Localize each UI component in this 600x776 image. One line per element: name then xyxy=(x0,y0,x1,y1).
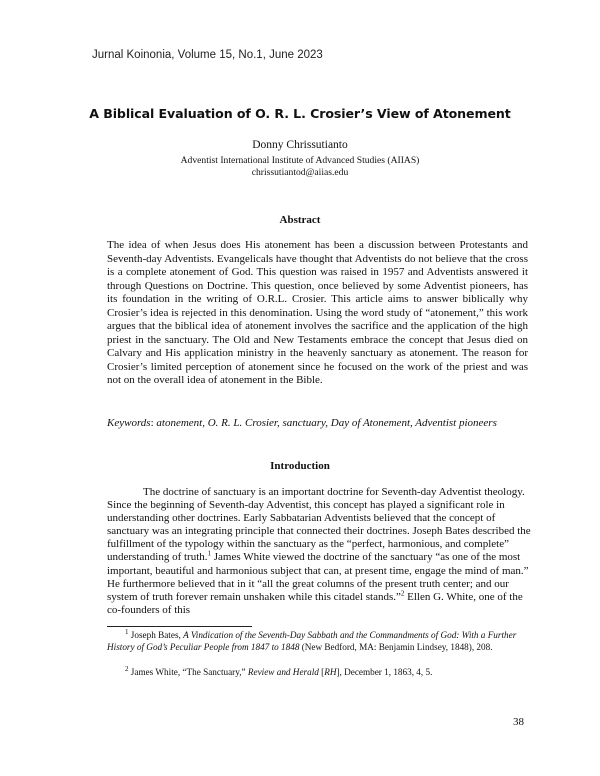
footnote-2-author: James White, “The Sanctuary,” xyxy=(128,667,248,677)
footnote-ref-2: 2 xyxy=(400,589,405,598)
footnote-2-bracket: [ xyxy=(318,667,325,677)
introduction-paragraph xyxy=(107,486,532,617)
keywords-label: Keywords xyxy=(107,417,151,429)
footnote-1-publisher: (New Bedford, MA: Benjamin Lindsey, 1848), 208. xyxy=(299,641,493,652)
footnote-2 xyxy=(107,664,532,679)
keywords-line: Keywords: atonement, O. R. L. Crosier, sanctuary, Day of Atonement, Adventist pioneers xyxy=(107,417,497,429)
author-email: chrissutiantod@aiias.edu xyxy=(251,167,349,178)
footnote-1 xyxy=(107,627,532,653)
footnote-1-author: Joseph Bates, xyxy=(128,630,184,640)
abstract-heading: Abstract xyxy=(279,214,321,226)
keywords-value: atonement, O. R. L. Crosier, sanctuary, Day of Atonement, Adventist pioneers xyxy=(156,417,497,429)
intro-text-1: The doctrine of sanctuary is an important doctrine for Seventh-day Adventist theology. Since the beginning of Seventh-day Adventist, this concept has played a significant role in understanding other doctrines. Early Sabbatarian Adventists believed that the concept of sanctuary was an integrating principle that connected their doctrines. Joseph Bates described the fulfillment of the typology within the sanctuary as the “perfect, harmonious, and complete” understanding of truth. xyxy=(107,486,531,564)
footnote-divider xyxy=(107,626,252,627)
intro-text-3: Ellen G. White, one of the co-founders of this xyxy=(107,590,523,616)
abstract-text: The idea of when Jesus does His atonement has been a discussion between Protestants and Seventh-day Adventists. Evangelicals have thought that Adventists do not believe that the cross is a complete atonement of God. This question was raised in 1957 and Adventists answered it through Questions on Doctrine. This question, once believed by some Adventist pioneers, has its foundation in the writing of O.R.L. Crosier. This article aims to answer biblically why Crosier’s idea is rejected in this denomination. Using the word study of “atonement,” this work argues that the biblical idea of atonement involves the sacrifice and the application of the high priest in the sanctuary. The Old and New Testaments embrace the concept that Jesus died on Calvary and His application ministry in the heavenly sanctuary as atonement. The reason for Crosier’s limited perception of atonement since he focused on the work of the priest and was not on the overall idea of atonement in the Bible. xyxy=(107,239,528,386)
footnote-ref-1: 1 xyxy=(207,549,212,558)
introduction-heading: Introduction xyxy=(270,460,330,472)
author-affiliation: Adventist International Institute of Advanced Studies (AIIAS) xyxy=(180,155,420,166)
footnote-2-journal: Review and Herald xyxy=(247,667,319,677)
footnote-1-number: 1 xyxy=(125,627,129,636)
footnote-2-number: 2 xyxy=(125,664,129,673)
footnote-1-title: A Vindication of the Seventh-Day Sabbath and the Commandments of God: With a Further History of God’s Peculiar People from 1847 to 1848 xyxy=(107,630,517,652)
page-number: 38 xyxy=(513,716,524,728)
article-title: A Biblical Evaluation of O. R. L. Crosier’s View of Atonement xyxy=(89,106,511,121)
journal-header: Jurnal Koinonia, Volume 15, No.1, June 2023 xyxy=(92,49,323,61)
footnote-2-date: ], December 1, 1863, 4, 5. xyxy=(336,667,433,677)
author-name: Donny Chrissutianto xyxy=(252,139,348,151)
footnote-2-abbr: RH xyxy=(324,667,337,677)
intro-text-2: James White viewed the doctrine of the sanctuary “as one of the most important, beautiful and harmonious subject that can, at present time, engage the mind of man.” He furthermore believed that in it “all the great columns of the present truth center; and our system of truth forever remain unshaken while this citadel stands.” xyxy=(107,551,529,603)
